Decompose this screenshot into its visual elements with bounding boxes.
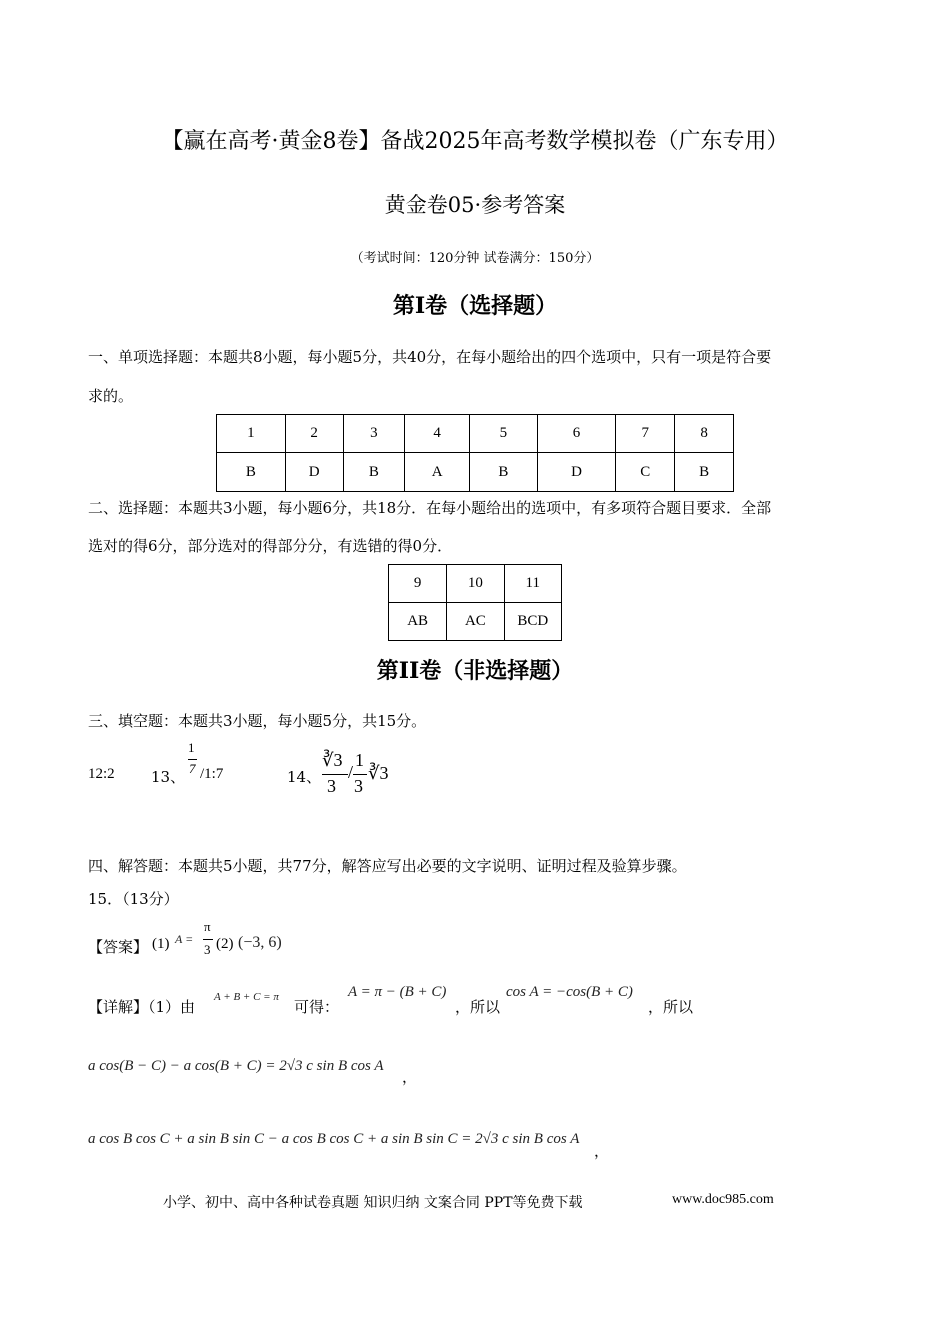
- answer-q14-denominator2: 3: [354, 776, 363, 796]
- detail-label: 【详解】（1）由: [88, 998, 196, 1016]
- fraction-bar: [322, 774, 348, 775]
- table-cell-answer: B: [217, 453, 286, 492]
- detail-so-text-1: ，所以: [455, 998, 501, 1016]
- table-cell-question-number: 7: [616, 415, 675, 453]
- equation-4-end: ，: [594, 1142, 610, 1160]
- section1-instruction-line2: 求的。: [88, 387, 134, 405]
- table-cell-question-number: 2: [285, 415, 343, 453]
- table-cell-question-number: 11: [504, 565, 561, 603]
- part1-heading: 第I卷（选择题）: [392, 293, 558, 319]
- answer-q12: 12:2: [88, 766, 115, 782]
- question-15-heading: 15．（13分）: [88, 890, 179, 908]
- answer-part1-numerator: π: [204, 919, 211, 934]
- table-cell-question-number: 6: [537, 415, 616, 453]
- equation-3-end: ，: [402, 1068, 418, 1086]
- fraction-bar: [203, 939, 213, 940]
- footer-url[interactable]: www.doc985.com: [672, 1192, 774, 1207]
- equation-4: a cos B cos C + a sin B sin C − a cos B cos C + a sin B sin C = 2√3 c sin B cos A: [88, 1131, 580, 1147]
- answer-q14-tail: ∛3: [368, 763, 389, 783]
- answer-q14-numerator: ∛3: [322, 750, 343, 770]
- answer-q13-numerator: 1: [188, 740, 195, 755]
- table-cell-question-number: 1: [217, 415, 286, 453]
- answer-label: 【答案】: [88, 938, 149, 956]
- table-cell-question-number: 4: [405, 415, 470, 453]
- detail-equation-2: cos A = −cos(B + C): [506, 984, 633, 1000]
- table-cell-answer: D: [285, 453, 343, 492]
- answer-table-multiple-choice: [388, 564, 562, 641]
- table-cell-answer: C: [616, 453, 675, 492]
- table-cell-question-number: 5: [470, 415, 538, 453]
- answer-table-single-choice: [216, 414, 734, 492]
- answer-part1-denominator: 3: [204, 942, 211, 957]
- exam-info: （考试时间：120分钟 试卷满分：150分）: [350, 251, 600, 266]
- fraction-bar: [188, 759, 197, 760]
- table-cell-answer: D: [537, 453, 616, 492]
- table-cell-question-number: 8: [675, 415, 734, 453]
- answer-q13-rest: /1:7: [200, 766, 224, 782]
- table-cell-answer: B: [675, 453, 734, 492]
- answer-part2-marker: (2): [216, 936, 234, 952]
- table-cell-question-number: 10: [447, 565, 504, 603]
- table-cell-question-number: 3: [343, 415, 405, 453]
- detail-condition: A + B + C = π: [214, 991, 279, 1003]
- answer-q14-separator: /: [348, 762, 354, 782]
- answer-q13-denominator: 7: [189, 761, 196, 776]
- table-cell-answer: B: [470, 453, 538, 492]
- section2-instruction-line1: 二、选择题：本题共3小题，每小题6分，共18分．在每小题给出的选项中，有多项符合题目要求．全部: [88, 499, 772, 517]
- answer-q14-numerator2: 1: [355, 750, 364, 770]
- answer-part2-interval: (−3, 6): [238, 934, 282, 951]
- table-cell-answer: AB: [389, 603, 447, 641]
- section2-instruction-line2: 选对的得6分，部分选对的得部分分，有选错的得0分．: [88, 537, 453, 555]
- document-subtitle: 黄金卷05·参考答案: [384, 193, 566, 217]
- answer-part1-lhs: A =: [175, 932, 194, 946]
- table-cell-answer: B: [343, 453, 405, 492]
- fraction-bar: [353, 774, 367, 775]
- table-cell-answer: BCD: [504, 603, 561, 641]
- table-cell-answer: AC: [447, 603, 504, 641]
- section4-instruction: 四、解答题：本题共5小题，共77分，解答应写出必要的文字说明、证明过程及验算步骤。: [88, 857, 687, 875]
- equation-3: a cos(B − C) − a cos(B + C) = 2√3 c sin B cos A: [88, 1058, 384, 1074]
- table-cell-question-number: 9: [389, 565, 447, 603]
- section3-instruction: 三、填空题：本题共3小题，每小题5分，共15分。: [88, 712, 427, 730]
- part2-heading: 第II卷（非选择题）: [376, 658, 574, 684]
- section1-instruction-line1: 一、单项选择题：本题共8小题，每小题5分，共40分，在每小题给出的四个选项中，只有一项是符合要: [88, 348, 772, 366]
- answer-q13-label: 13、: [151, 768, 186, 786]
- detail-get-text: 可得：: [294, 998, 340, 1016]
- detail-equation-1: A = π − (B + C): [348, 984, 447, 1000]
- footer-text: 小学、初中、高中各种试卷真题 知识归纳 文案合同 PPT等免费下载: [163, 1195, 583, 1211]
- answer-q14-label: 14、: [287, 768, 322, 786]
- detail-so-text-2: ，所以: [648, 998, 694, 1016]
- document-title: 【赢在高考·黄金8卷】备战2025年高考数学模拟卷（广东专用）: [161, 129, 789, 154]
- table-cell-answer: A: [405, 453, 470, 492]
- answer-part1-marker: (1): [152, 936, 170, 952]
- answer-q14-denominator: 3: [327, 776, 336, 796]
